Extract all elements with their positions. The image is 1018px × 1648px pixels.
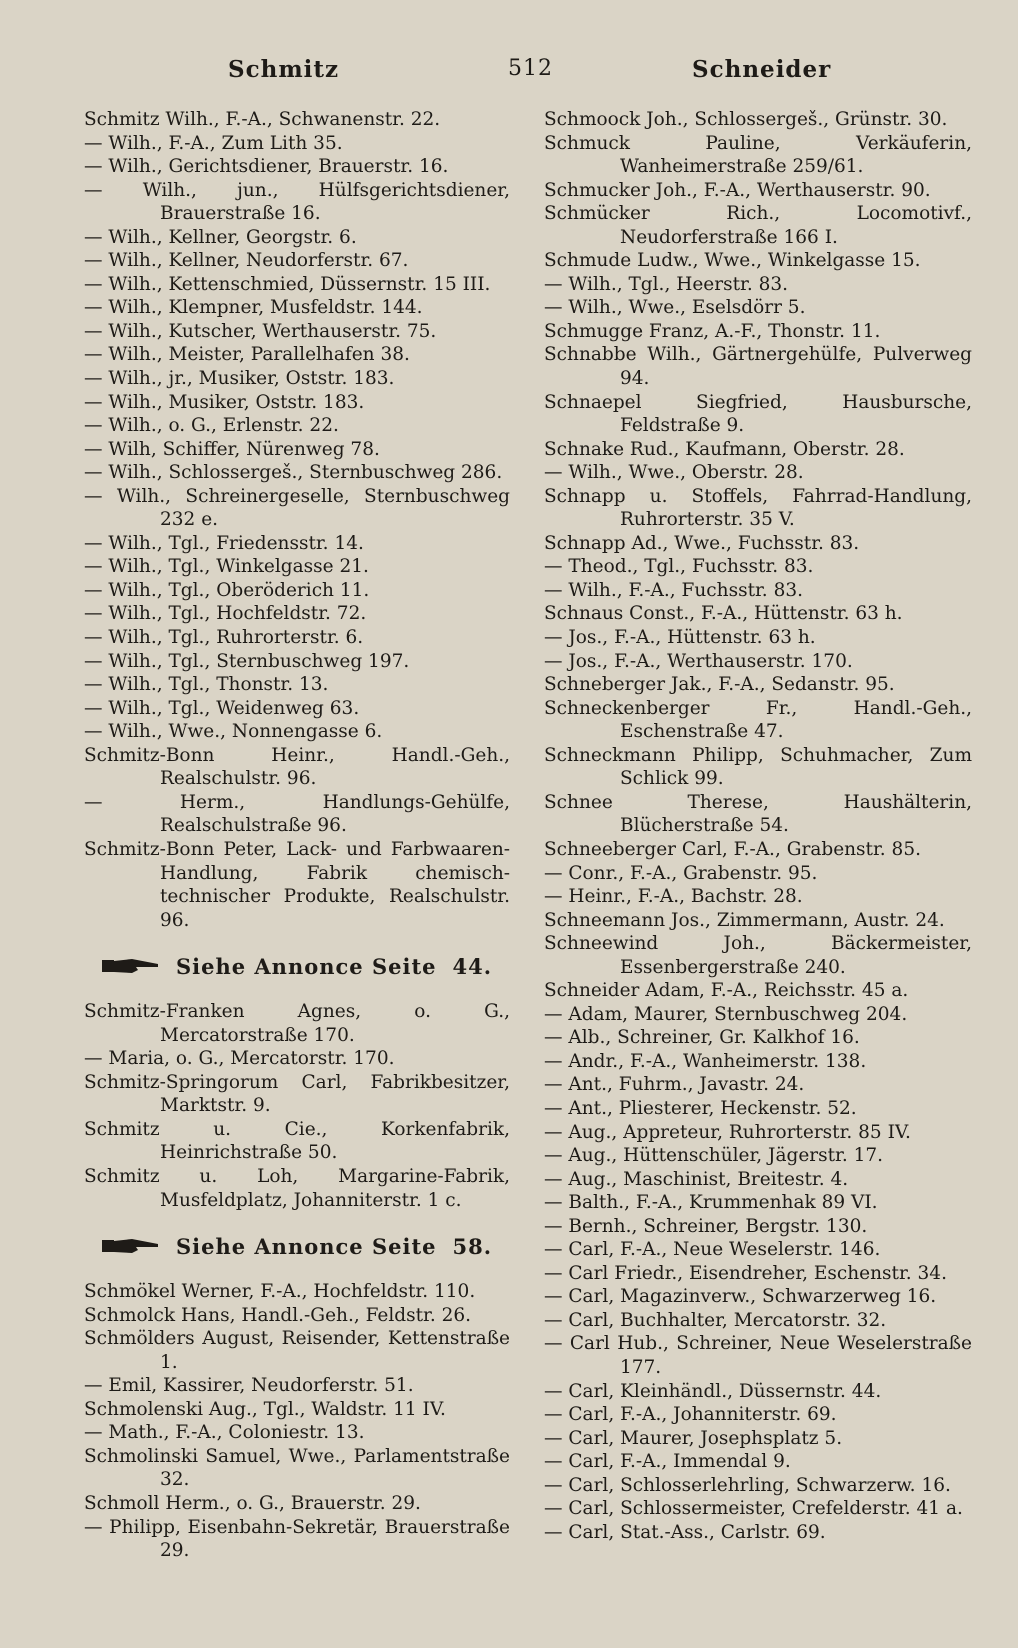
annonce-banner-1 bbox=[84, 942, 510, 990]
directory-entry: Schmolenski Aug., Tgl., Waldstr. 11 IV. bbox=[84, 1398, 446, 1420]
directory-entry: — Carl, Magazinverw., Schwarzerweg 16. bbox=[544, 1286, 937, 1308]
annonce-text: Siehe Annonce Seite bbox=[175, 1233, 437, 1259]
directory-entry: — Alb., Schreiner, Gr. Kalkhof 16. bbox=[544, 1027, 860, 1049]
directory-entry: — Jos., F.-A., Werthauserstr. 170. bbox=[544, 650, 853, 672]
entries-left-a bbox=[84, 108, 510, 932]
directory-entry: Schnaepel Siegfried, Hausbursche, Feldstraße 9. bbox=[544, 391, 972, 437]
directory-entry: Schmücker Rich., Locomotivf., Neudorferstraße 166 I. bbox=[544, 203, 972, 248]
entries-left-b bbox=[84, 1000, 510, 1212]
pointing-hand-icon bbox=[102, 956, 160, 976]
directory-entry: Schneewind Joh., Bäckermeister, Essenbergerstraße 240. bbox=[544, 933, 972, 978]
directory-entry: — Aug., Appreteur, Ruhrorterstr. 85 IV. bbox=[544, 1121, 911, 1143]
directory-entry: — Carl, Stat.-Ass., Carlstr. 69. bbox=[544, 1521, 826, 1543]
directory-entry: Schneberger Jak., F.-A., Sedanstr. 95. bbox=[544, 674, 895, 696]
directory-entry: — Jos., F.-A., Hüttenstr. 63 h. bbox=[544, 627, 816, 649]
directory-entry: — Math., F.-A., Coloniestr. 13. bbox=[84, 1422, 365, 1444]
annonce-page: 44. bbox=[452, 953, 493, 979]
directory-entry: Schneemann Jos., Zimmermann, Austr. 24. bbox=[544, 909, 945, 931]
directory-entry: — Wilh., Wwe., Nonnengasse 6. bbox=[84, 721, 383, 743]
directory-entry: — Wilh., Tgl., Hochfeldstr. 72. bbox=[84, 603, 367, 625]
directory-entry: — Wilh., Kellner, Neudorferstr. 67. bbox=[84, 250, 409, 272]
directory-entry: — Wilh., Meister, Parallelhafen 38. bbox=[84, 344, 410, 366]
running-head-left: Schmitz bbox=[228, 56, 340, 83]
directory-entry: — Wilh., jun., Hülfsgerichtsdiener, Brauerstraße 16. bbox=[84, 179, 510, 225]
directory-entry: Schmoll Herm., o. G., Brauerstr. 29. bbox=[84, 1492, 421, 1514]
directory-entry: Schmude Ludw., Wwe., Winkelgasse 15. bbox=[544, 250, 921, 272]
directory-entry: — Carl, Kleinhändl., Düssernstr. 44. bbox=[544, 1380, 882, 1402]
directory-entry: — Carl, F.-A., Johanniterstr. 69. bbox=[544, 1404, 837, 1426]
directory-entry: Schmolinski Samuel, Wwe., Parlamentstraße 32. bbox=[84, 1445, 510, 1491]
directory-entry: — Carl Friedr., Eisendreher, Eschenstr. 34. bbox=[544, 1262, 947, 1284]
directory-entry: — Wilh., Tgl., Heerstr. 83. bbox=[544, 273, 788, 295]
directory-entry: — Wilh., Kettenschmied, Düssernstr. 15 III. bbox=[84, 273, 491, 295]
directory-entry: — Wilh., Tgl., Winkelgasse 21. bbox=[84, 556, 369, 578]
directory-entry: — Wilh., F.-A., Zum Lith 35. bbox=[84, 132, 343, 154]
directory-entry: — Wilh., Tgl., Weidenweg 63. bbox=[84, 697, 360, 719]
left-column bbox=[84, 108, 510, 1563]
directory-entry: — Carl Hub., Schreiner, Neue Weselerstraße 177. bbox=[544, 1333, 972, 1378]
directory-entry: Schmitz u. Loh, Margarine-Fabrik, Musfeldplatz, Johanniterstr. 1 c. bbox=[84, 1165, 510, 1211]
directory-entry: — Wilh., Tgl., Friedensstr. 14. bbox=[84, 532, 364, 554]
directory-entry: — Carl, Schlossermeister, Crefelderstr. 41 a. bbox=[544, 1498, 963, 1520]
directory-entry: Schmitz-Bonn Peter, Lack- und Farbwaaren-Handlung, Fabrik chemisch-technischer Produkte, Realschulstr. 96. bbox=[84, 838, 510, 931]
directory-entry: Schnapp Ad., Wwe., Fuchsstr. 83. bbox=[544, 532, 860, 554]
directory-entry: Schneckmann Philipp, Schuhmacher, Zum Schlick 99. bbox=[544, 744, 972, 790]
directory-entry: Schnaus Const., F.-A., Hüttenstr. 63 h. bbox=[544, 603, 903, 625]
directory-entry: Schnabbe Wilh., Gärtnergehülfe, Pulverweg 94. bbox=[544, 344, 972, 390]
directory-entry: — Wilh., jr., Musiker, Oststr. 183. bbox=[84, 368, 395, 390]
directory-entry: — Wilh., F.-A., Fuchsstr. 83. bbox=[544, 579, 803, 601]
directory-entry: — Wilh., Gerichtsdiener, Brauerstr. 16. bbox=[84, 156, 449, 178]
page-number: 512 bbox=[508, 56, 553, 81]
pointing-hand-icon bbox=[102, 1236, 160, 1256]
directory-entry: — Ant., Fuhrm., Javastr. 24. bbox=[544, 1074, 805, 1096]
directory-entry: — Andr., F.-A., Wanheimerstr. 138. bbox=[544, 1050, 867, 1072]
directory-entry: — Wilh., Musiker, Oststr. 183. bbox=[84, 391, 365, 413]
directory-entry: Schmucker Joh., F.-A., Werthauserstr. 90. bbox=[544, 179, 931, 201]
directory-entry: — Carl, Buchhalter, Mercatorstr. 32. bbox=[544, 1309, 887, 1331]
directory-entry: — Herm., Handlungs-Gehülfe, Realschulstraße 96. bbox=[84, 791, 510, 837]
directory-entry: Schmitz Wilh., F.-A., Schwanenstr. 22. bbox=[84, 109, 441, 130]
annonce-text: Siehe Annonce Seite bbox=[175, 953, 437, 979]
directory-entry: Schmitz-Bonn Heinr., Handl.-Geh., Realschulstr. 96. bbox=[84, 744, 510, 790]
directory-entry: Schmitz-Franken Agnes, o. G., Mercatorstraße 170. bbox=[84, 1001, 510, 1046]
directory-entry: — Wilh., Tgl., Sternbuschweg 197. bbox=[84, 650, 410, 672]
annonce-page: 58. bbox=[452, 1233, 493, 1259]
right-column bbox=[544, 108, 972, 1544]
directory-entry: — Carl, Maurer, Josephsplatz 5. bbox=[544, 1427, 843, 1449]
directory-entry: — Aug., Hüttenschüler, Jägerstr. 17. bbox=[544, 1145, 884, 1167]
directory-entry: Schneeberger Carl, F.-A., Grabenstr. 85. bbox=[544, 838, 921, 860]
directory-entry: Schmoock Joh., Schlossergeš., Grünstr. 30. bbox=[544, 109, 948, 130]
directory-entry: Schneckenberger Fr., Handl.-Geh., Eschenstraße 47. bbox=[544, 697, 972, 743]
directory-entry: — Wilh., Wwe., Oberstr. 28. bbox=[544, 462, 804, 484]
directory-entry: — Maria, o. G., Mercatorstr. 170. bbox=[84, 1048, 395, 1070]
directory-entry: Schmitz-Springorum Carl, Fabrikbesitzer, Marktstr. 9. bbox=[84, 1071, 510, 1117]
entries-right bbox=[544, 108, 972, 1544]
directory-entry: — Heinr., F.-A., Bachstr. 28. bbox=[544, 886, 803, 908]
directory-entry: — Wilh., o. G., Erlenstr. 22. bbox=[84, 415, 339, 437]
directory-entry: — Bernh., Schreiner, Bergstr. 130. bbox=[544, 1215, 868, 1237]
directory-entry: — Theod., Tgl., Fuchsstr. 83. bbox=[544, 556, 814, 578]
directory-entry: — Wilh., Tgl., Oberöderich 11. bbox=[84, 579, 370, 601]
directory-entry: Schneider Adam, F.-A., Reichsstr. 45 a. bbox=[544, 980, 909, 1002]
directory-entry: — Carl, F.-A., Immendal 9. bbox=[544, 1451, 791, 1473]
directory-entry: — Carl, Schlosserlehrling, Schwarzerw. 16. bbox=[544, 1474, 951, 1496]
directory-entry: Schmuck Pauline, Verkäuferin, Wanheimerstraße 259/61. bbox=[544, 132, 972, 178]
directory-entry: — Ant., Pliesterer, Heckenstr. 52. bbox=[544, 1097, 857, 1119]
directory-entry: — Wilh., Tgl., Ruhrorterstr. 6. bbox=[84, 627, 364, 649]
directory-entry: — Wilh., Schreinergeselle, Sternbuschweg 232 e. bbox=[84, 485, 510, 531]
directory-entry: Schmitz u. Cie., Korkenfabrik, Heinrichstraße 50. bbox=[84, 1118, 510, 1164]
directory-entry: — Wilh., Tgl., Thonstr. 13. bbox=[84, 674, 329, 696]
directory-entry: Schnapp u. Stoffels, Fahrrad-Handlung, Ruhrorterstr. 35 V. bbox=[544, 485, 972, 531]
directory-entry: Schmölders August, Reisender, Kettenstraße 1. bbox=[84, 1328, 510, 1373]
directory-entry: — Carl, F.-A., Neue Weselerstr. 146. bbox=[544, 1239, 881, 1261]
directory-entry: Schnee Therese, Haushälterin, Blücherstraße 54. bbox=[544, 791, 972, 837]
directory-entry: — Wilh., Kutscher, Werthauserstr. 75. bbox=[84, 320, 437, 342]
directory-entry: — Philipp, Eisenbahn-Sekretär, Brauerstraße 29. bbox=[84, 1516, 510, 1562]
directory-entry: Schmökel Werner, F.-A., Hochfeldstr. 110. bbox=[84, 1281, 476, 1303]
directory-entry: — Wilh, Schiffer, Nürenweg 78. bbox=[84, 438, 380, 460]
directory-entry: — Wilh., Klempner, Musfeldstr. 144. bbox=[84, 297, 423, 319]
directory-entry: Schmugge Franz, A.-F., Thonstr. 11. bbox=[544, 320, 881, 342]
running-head-right: Schneider bbox=[692, 56, 832, 83]
entries-left-c bbox=[84, 1280, 510, 1563]
directory-entry: — Wilh., Wwe., Eselsdörr 5. bbox=[544, 297, 806, 319]
directory-entry: — Balth., F.-A., Krummenhak 89 VI. bbox=[544, 1192, 878, 1214]
directory-entry: — Aug., Maschinist, Breitestr. 4. bbox=[544, 1168, 849, 1190]
directory-entry: — Adam, Maurer, Sternbuschweg 204. bbox=[544, 1003, 908, 1025]
directory-entry: — Wilh., Schlossergeš., Sternbuschweg 286. bbox=[84, 462, 503, 484]
directory-entry: — Conr., F.-A., Grabenstr. 95. bbox=[544, 862, 818, 884]
directory-entry: Schmolck Hans, Handl.-Geh., Feldstr. 26. bbox=[84, 1304, 472, 1326]
directory-entry: — Emil, Kassirer, Neudorferstr. 51. bbox=[84, 1375, 414, 1397]
directory-entry: Schnake Rud., Kaufmann, Oberstr. 28. bbox=[544, 438, 905, 460]
annonce-banner-2 bbox=[84, 1222, 510, 1270]
directory-entry: — Wilh., Kellner, Georgstr. 6. bbox=[84, 226, 357, 248]
